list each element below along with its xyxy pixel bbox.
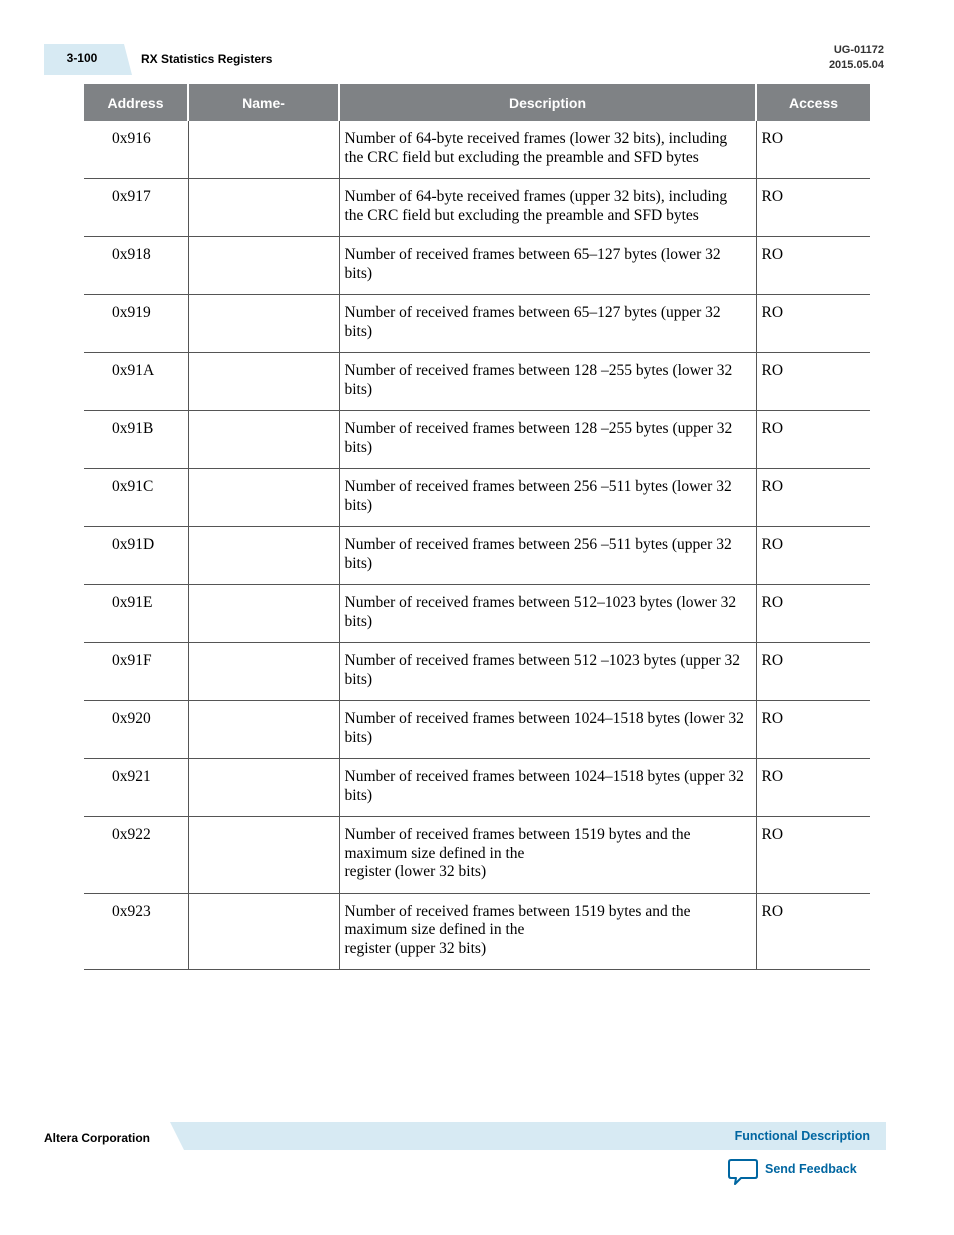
speech-bubble-icon xyxy=(728,1158,758,1186)
cell-address: 0x916 xyxy=(84,121,188,179)
cell-address: 0x919 xyxy=(84,295,188,353)
cell-name xyxy=(188,893,339,970)
cell-address: 0x920 xyxy=(84,701,188,759)
table-row xyxy=(84,893,870,970)
send-feedback-label: Send Feedback xyxy=(765,1162,857,1176)
cell-description: Number of received frames between 256 –511 bytes (lower 32 bits) xyxy=(339,469,756,527)
cell-address: 0x91A xyxy=(84,353,188,411)
cell-description: Number of received frames between 128 –255 bytes (upper 32 bits) xyxy=(339,411,756,469)
cell-name xyxy=(188,411,339,469)
cell-description: Number of received frames between 1024–1518 bytes (upper 32 bits) xyxy=(339,759,756,817)
cell-access: RO xyxy=(756,701,870,759)
cell-access: RO xyxy=(756,411,870,469)
register-table xyxy=(84,84,870,970)
cell-name xyxy=(188,179,339,237)
cell-access: RO xyxy=(756,179,870,237)
cell-name xyxy=(188,585,339,643)
cell-address: 0x922 xyxy=(84,817,188,894)
table-row xyxy=(84,817,870,894)
cell-description: Number of received frames between 256 –511 bytes (upper 32 bits) xyxy=(339,527,756,585)
cell-access: RO xyxy=(756,643,870,701)
cell-description: Number of received frames between 1519 bytes and the maximum size defined in the register (upper 32 bits) xyxy=(339,893,756,970)
cell-access: RO xyxy=(756,817,870,894)
cell-name xyxy=(188,353,339,411)
cell-access: RO xyxy=(756,237,870,295)
table-row xyxy=(84,295,870,353)
cell-description: Number of received frames between 128 –255 bytes (lower 32 bits) xyxy=(339,353,756,411)
functional-description-link[interactable]: Functional Description xyxy=(734,1129,870,1143)
cell-access: RO xyxy=(756,585,870,643)
company-name: Altera Corporation xyxy=(44,1131,151,1145)
cell-access: RO xyxy=(756,893,870,970)
column-header-name: Name- xyxy=(188,84,339,121)
doc-info xyxy=(829,43,884,73)
column-header-address: Address xyxy=(84,84,188,121)
cell-name xyxy=(188,121,339,179)
table-row xyxy=(84,237,870,295)
cell-access: RO xyxy=(756,759,870,817)
table-header-row xyxy=(84,84,870,121)
cell-name xyxy=(188,527,339,585)
cell-access: RO xyxy=(756,353,870,411)
section-title: RX Statistics Registers xyxy=(141,52,273,66)
cell-access: RO xyxy=(756,469,870,527)
table-row xyxy=(84,179,870,237)
table-row xyxy=(84,353,870,411)
table-row xyxy=(84,701,870,759)
cell-name xyxy=(188,759,339,817)
cell-name xyxy=(188,643,339,701)
doc-date: 2015.05.04 xyxy=(828,59,884,71)
cell-access: RO xyxy=(756,295,870,353)
cell-access: RO xyxy=(756,527,870,585)
cell-address: 0x918 xyxy=(84,237,188,295)
cell-name xyxy=(188,469,339,527)
cell-description: Number of received frames between 512 –1023 bytes (upper 32 bits) xyxy=(339,643,756,701)
cell-description: Number of received frames between 1024–1518 bytes (lower 32 bits) xyxy=(339,701,756,759)
column-header-description: Description xyxy=(339,84,756,121)
cell-access: RO xyxy=(756,121,870,179)
page-number: 3-100 xyxy=(66,51,98,65)
cell-name xyxy=(188,701,339,759)
cell-description: Number of received frames between 65–127 bytes (lower 32 bits) xyxy=(339,237,756,295)
doc-id: UG-01172 xyxy=(833,44,884,56)
cell-description: Number of 64-byte received frames (lower 32 bits), including the CRC field but excluding the preamble and SFD bytes xyxy=(339,121,756,179)
table-row xyxy=(84,527,870,585)
table-row xyxy=(84,643,870,701)
table-row xyxy=(84,585,870,643)
cell-address: 0x91B xyxy=(84,411,188,469)
table-row xyxy=(84,469,870,527)
cell-address: 0x917 xyxy=(84,179,188,237)
cell-description: Number of 64-byte received frames (upper 32 bits), including the CRC field but excluding the preamble and SFD bytes xyxy=(339,179,756,237)
cell-address: 0x91D xyxy=(84,527,188,585)
cell-name xyxy=(188,237,339,295)
cell-address: 0x923 xyxy=(84,893,188,970)
table-row xyxy=(84,121,870,179)
cell-name xyxy=(188,817,339,894)
column-header-access: Access xyxy=(756,84,870,121)
table-row xyxy=(84,759,870,817)
cell-description: Number of received frames between 512–1023 bytes (lower 32 bits) xyxy=(339,585,756,643)
cell-address: 0x91F xyxy=(84,643,188,701)
cell-address: 0x921 xyxy=(84,759,188,817)
cell-description: Number of received frames between 65–127 bytes (upper 32 bits) xyxy=(339,295,756,353)
table-row xyxy=(84,411,870,469)
cell-address: 0x91C xyxy=(84,469,188,527)
cell-description: Number of received frames between 1519 bytes and the maximum size defined in the register (lower 32 bits) xyxy=(339,817,756,894)
cell-address: 0x91E xyxy=(84,585,188,643)
cell-name xyxy=(188,295,339,353)
